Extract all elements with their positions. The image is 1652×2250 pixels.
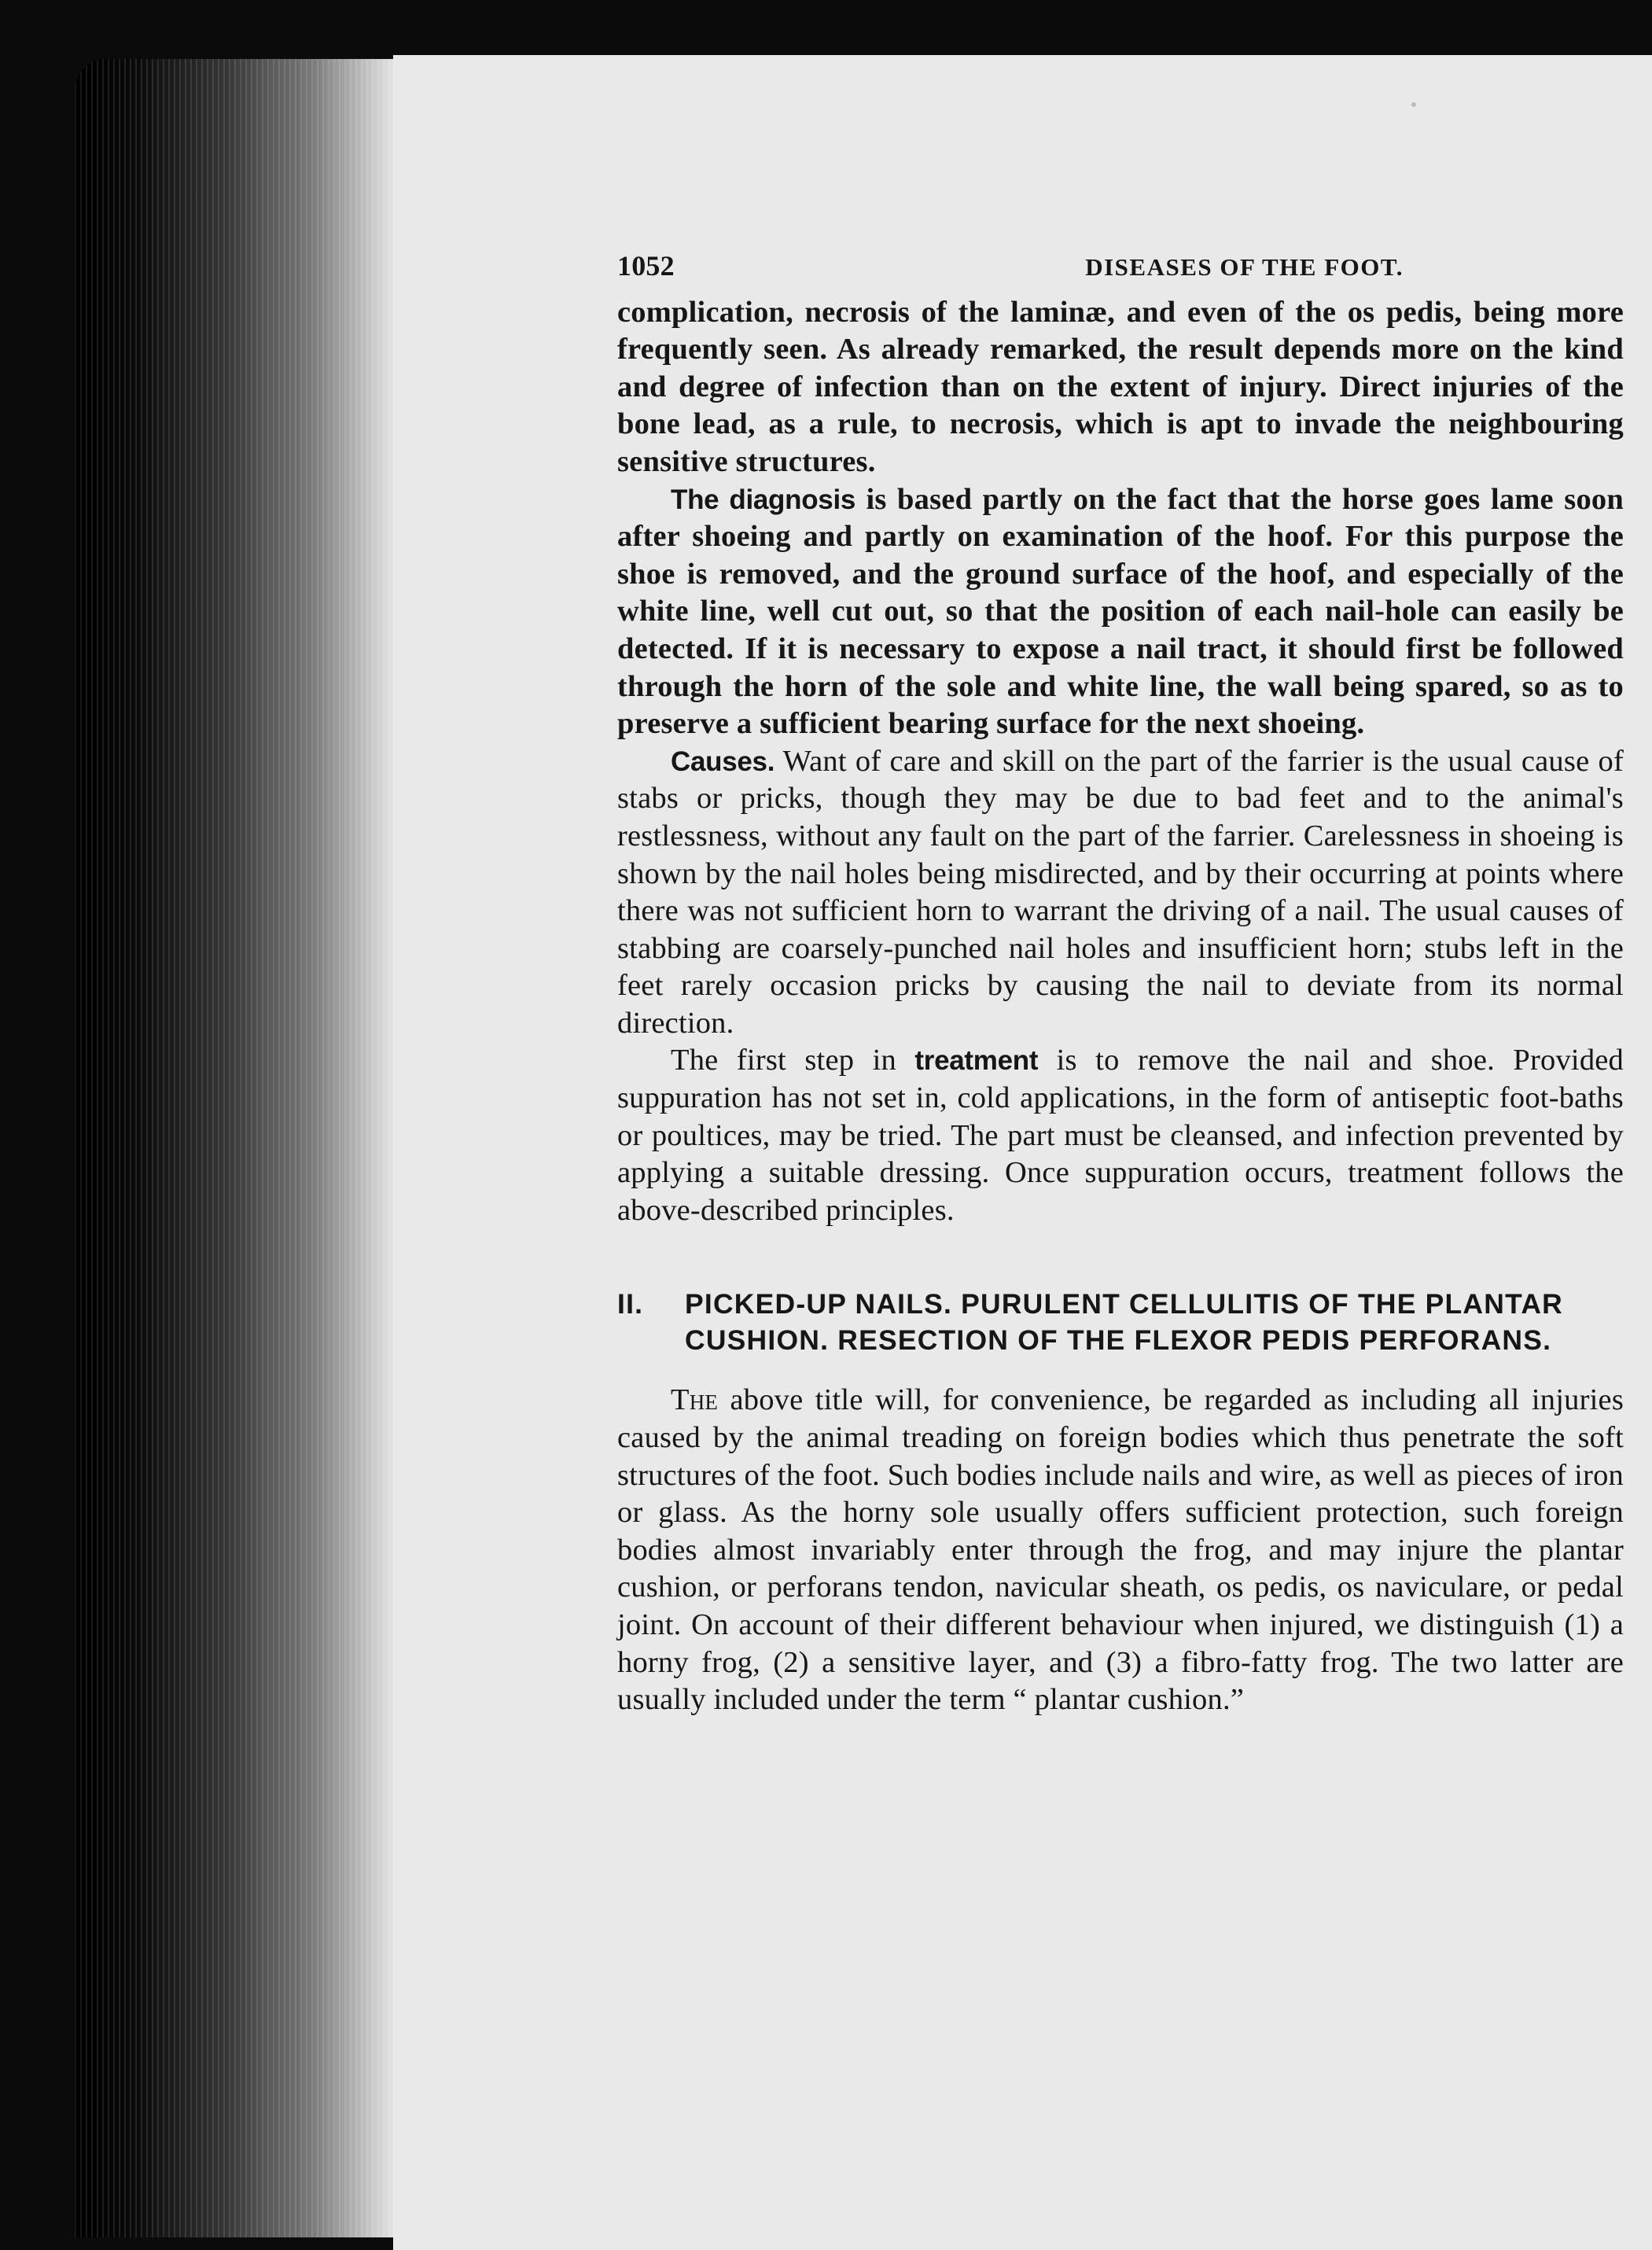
paragraph-lead-treatment: treatment bbox=[914, 1045, 1039, 1077]
paragraph-lead-causes: Causes. bbox=[671, 746, 775, 777]
section-title-line-2: CUSHION. RESECTION OF THE FLEXOR PEDIS PERFORANS. bbox=[685, 1324, 1552, 1357]
paragraph-treatment bbox=[617, 1042, 1624, 1229]
section-title-line-1: PICKED-UP NAILS. PURULENT CELLULITIS OF THE PLANTAR bbox=[685, 1288, 1563, 1320]
section-heading-line-1 bbox=[617, 1286, 1624, 1322]
paragraph-text: above title will, for convenience, be regarded as including all injuries caused by the animal treading on foreign bodies which thus penetrate the soft structures of the foot. Such bodies include nails and wire, as well as pieces of iron or glass. As the horny sole usually offers sufficient protection, such foreign bodies almost invariably enter through the frog, and may injure the plantar cushion, or perforans tendon, navicular sheath, os pedis, os naviculare, or pedal joint. On account of their different behaviour when injured, we distinguish (1) a horny frog, (2) a sensitive layer, and (3) a fibro-fatty frog. The two latter are usually included under the term “ plantar cushion.” bbox=[617, 1383, 1624, 1717]
paragraph-diagnosis bbox=[617, 481, 1624, 743]
page-header bbox=[617, 248, 1624, 286]
paragraph-picked-up-nails bbox=[617, 1382, 1624, 1718]
section-number: II. bbox=[617, 1288, 644, 1320]
paragraph-causes bbox=[617, 743, 1624, 1043]
paragraph-text: is to remove the nail and shoe. Provided suppuration has not set in, cold applications, in the form of antiseptic foot-baths or poultices, may be tried. The part must be cleansed, and infection prevented by applying a suitable dressing. Once suppuration occurs, treatment follows the above-described principles. bbox=[617, 1044, 1624, 1227]
paragraph-smallcaps-start: The bbox=[671, 1383, 719, 1417]
section-heading bbox=[617, 1286, 1624, 1358]
paragraph-text-pre: The first step in bbox=[671, 1044, 915, 1077]
running-title: DISEASES OF THE FOOT. bbox=[1085, 253, 1404, 281]
scan-speck bbox=[1411, 102, 1416, 107]
paragraph-text: complication, necrosis of the laminæ, and even of the os pedis, being more frequently seen. As already remarked, the result depends more on the kind and degree of infection than on the extent of injury. Direct injuries of the bone lead, as a rule, to necrosis, which is apt to invade the neighbouring sensitive structures. bbox=[617, 295, 1624, 478]
paragraph-text: is based partly on the fact that the horse goes lame soon after shoeing and partly on examination of the hoof. For this purpose the shoe is removed, and the ground surface of the hoof, and especially of the white line, well cut out, so that the position of each nail-hole can easily be detected. If it is necessary to expose a nail tract, it should first be followed through the horn of the sole and white line, the wall being spared, so as to preserve a sufficient bearing surface for the next shoeing. bbox=[617, 482, 1624, 741]
paragraph-lead-diagnosis: The diagnosis bbox=[671, 484, 856, 515]
paragraph-text: Want of care and skill on the part of the farrier is the usual cause of stabs or pricks, though they may be due to bad feet and to the animal's restlessness, without any fault on the part of the farrier. Carelessness in shoeing is shown by the nail holes being misdirected, and by their occurring at points where there was not sufficient horn to warrant the driving of a nail. The usual causes of stabbing are coarsely-punched nail holes and insufficient horn; stubs left in the feet rarely occasion pricks by causing the nail to deviate from its normal direction. bbox=[617, 744, 1624, 1040]
page-number: 1052 bbox=[617, 250, 675, 282]
book-page-edges bbox=[75, 59, 405, 2237]
page-content bbox=[617, 248, 1624, 1719]
paragraph-complication bbox=[617, 294, 1624, 481]
